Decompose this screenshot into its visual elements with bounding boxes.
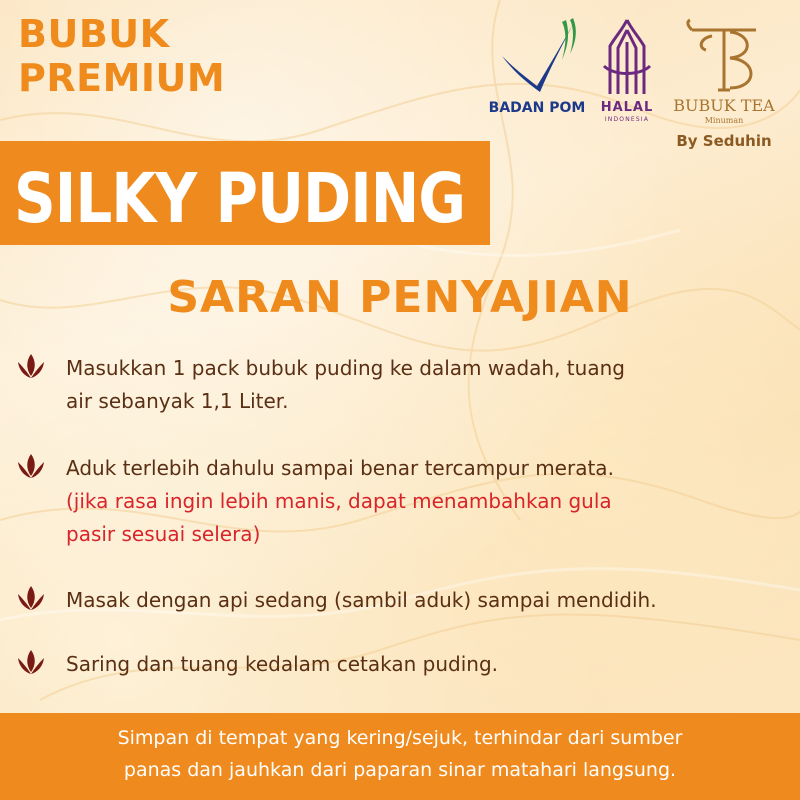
brand-line-2: PREMIUM	[18, 56, 226, 100]
badan-pom-label: BADAN POM	[488, 100, 586, 116]
halal-sub-label: INDONESIA	[604, 116, 650, 123]
halal-label: HALAL	[600, 100, 654, 115]
lotus-bullet-icon	[14, 352, 48, 382]
certification-logos	[482, 16, 782, 156]
lotus-bullet-icon	[14, 452, 48, 482]
step-text	[66, 584, 786, 617]
badan-pom-logo	[482, 16, 592, 126]
lotus-bullet-icon	[14, 648, 48, 678]
step-3-line-1: Masak dengan api sedang (sambil aduk) sampai mendidih.	[66, 588, 657, 612]
bubuk-tea-monogram-icon	[666, 16, 782, 96]
step-2-note-line-1: (jika rasa ingin lebih manis, dapat menambahkan gula	[66, 489, 612, 513]
halal-logo	[594, 16, 660, 126]
step-text	[66, 352, 786, 418]
halal-indonesia-icon	[594, 16, 660, 98]
brand-heading	[18, 12, 225, 100]
step-4-line-1: Saring dan tuang kedalam cetakan puding.	[66, 652, 498, 676]
step-2-note-line-2: pasir sesuai selera)	[66, 522, 261, 546]
bubuk-tea-logo	[666, 16, 782, 156]
by-seduhin: By Seduhin	[676, 132, 772, 150]
storage-notice-line-2: panas dan jauhkan dari paparan sinar matahari langsung.	[123, 759, 677, 781]
badan-pom-icon	[482, 16, 592, 100]
product-name: SILKY PUDING	[14, 158, 465, 239]
step-text	[66, 648, 786, 681]
storage-notice-line-1: Simpan di tempat yang kering/sejuk, terhindar dari sumber	[117, 727, 683, 749]
step-1-line-1: Masukkan 1 pack bubuk puding ke dalam wadah, tuang	[66, 356, 625, 380]
storage-notice	[0, 713, 800, 800]
bubuk-tea-sub: Minuman	[704, 116, 744, 125]
lotus-bullet-icon	[14, 584, 48, 614]
product-name-banner	[0, 141, 490, 245]
step-1-line-2: air sebanyak 1,1 Liter.	[66, 389, 289, 413]
brand-line-1: BUBUK	[18, 12, 170, 56]
bubuk-tea-name: BUBUK TEA	[673, 96, 775, 115]
step-text	[66, 452, 786, 551]
step-2-line-1: Aduk terlebih dahulu sampai benar tercampur merata.	[66, 456, 614, 480]
section-title: SARAN PENYAJIAN	[167, 272, 633, 323]
